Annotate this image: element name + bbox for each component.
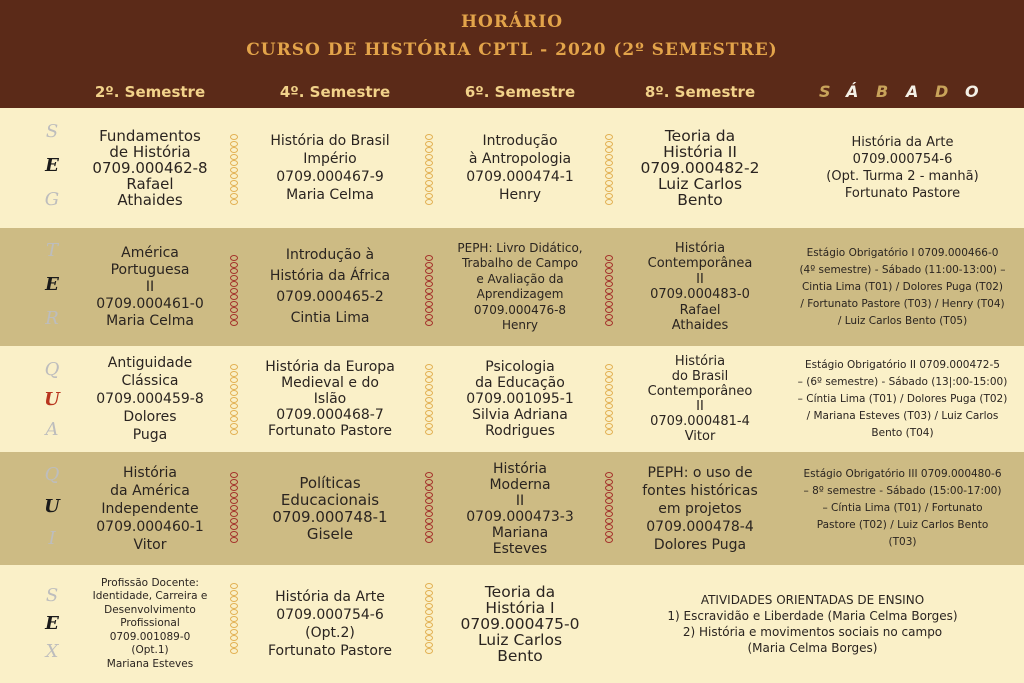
cell-line: 0709.000474-1 — [466, 169, 574, 185]
cell-line: Athaides — [117, 191, 183, 209]
cell-line: 0709.000475-0 — [460, 615, 580, 633]
class-cell — [620, 452, 780, 565]
cell-line: da América — [110, 482, 190, 499]
cell-line: Silvia Adriana — [472, 407, 568, 423]
activities-cell — [610, 565, 1015, 683]
column-header-2-semestre: 2º. Semestre — [94, 83, 206, 101]
cell-line: Moderna — [489, 476, 551, 493]
cell-line: História II — [663, 143, 737, 161]
day-label-segunda — [40, 108, 64, 228]
header — [0, 0, 1024, 108]
cell-line: Vitor — [133, 536, 167, 553]
class-cell — [790, 228, 1015, 346]
day-label-terca — [40, 228, 64, 346]
class-cell — [440, 346, 600, 452]
class-cell — [245, 565, 415, 683]
class-cell — [70, 452, 230, 565]
day-letter: Q — [44, 359, 60, 380]
cell-line: 0709.000482-2 — [640, 159, 760, 177]
cell-line: Mariana Esteves — [106, 657, 194, 670]
cell-line: Esteves — [492, 540, 548, 557]
cell-line: Athaides — [671, 318, 729, 333]
day-letter: T — [45, 240, 58, 261]
cell-line: Medieval e do — [281, 375, 379, 391]
day-label-sexta — [40, 565, 64, 683]
cell-line: Contemporâneo — [647, 384, 753, 399]
class-cell — [620, 228, 780, 346]
day-label-quarta — [40, 346, 64, 452]
cell-line: Profissional — [120, 617, 180, 630]
cell-line: (Opt.2) — [305, 625, 355, 641]
class-cell — [790, 108, 1015, 228]
cell-line: Estágio Obrigatório I 0709.000466-0 — [806, 246, 999, 259]
class-cell — [620, 346, 780, 452]
cell-line: (T03) — [888, 536, 917, 548]
chain-divider — [424, 134, 434, 206]
cell-line: 0709.000460-1 — [96, 518, 204, 535]
cell-line: História — [674, 354, 726, 369]
cell-line: (4º semestre) - Sábado (11:00-13:00) – — [799, 263, 1006, 276]
chain-divider — [604, 255, 614, 327]
sabado-letter: Á — [846, 82, 859, 101]
cell-line: Políticas — [299, 473, 361, 492]
cell-line: História da Arte — [275, 589, 385, 605]
cell-line: PEPH: o uso de — [647, 464, 753, 481]
cell-line: 0709.000468-7 — [276, 407, 384, 423]
cell-line: 0709.000748-1 — [272, 507, 388, 526]
sabado-letter: D — [935, 82, 949, 101]
cell-line: Henry — [501, 318, 539, 332]
cell-line: – (6º semestre) - Sábado (13|:00-15:00) — [797, 375, 1008, 388]
cell-line: 0709.000461-0 — [96, 295, 204, 312]
class-cell — [245, 452, 415, 565]
row-quinta — [0, 452, 1024, 565]
cell-line: Estágio Obrigatório II 0709.000472-5 — [805, 358, 1000, 371]
cell-line: História da África — [269, 268, 391, 284]
cell-line: 0709.001089-0 — [109, 630, 191, 643]
cell-line: Rodrigues — [485, 423, 555, 439]
page-subtitle: CURSO DE HISTÓRIA CPTL - 2020 (2º SEMESTRE) — [246, 40, 778, 60]
cell-line: Cintia Lima (T01) / Dolores Puga (T02) — [801, 280, 1004, 293]
cell-line: 0709.000467-9 — [276, 169, 384, 185]
sabado-letter: A — [906, 82, 919, 101]
class-cell — [440, 228, 600, 346]
cell-line: Pastore (T02) / Luiz Carlos Bento — [816, 519, 989, 531]
cell-line: Fortunato Pastore — [268, 643, 392, 659]
cell-line: Gisele — [306, 524, 354, 543]
day-letter: R — [45, 308, 59, 329]
class-cell — [245, 228, 415, 346]
row-segunda — [0, 108, 1024, 228]
cell-line: Luiz Carlos — [657, 175, 743, 193]
day-letter: U — [44, 389, 60, 410]
cell-line: / Mariana Esteves (T03) / Luiz Carlos — [806, 409, 999, 422]
cell-line: 0709.000462-8 — [92, 159, 208, 177]
cell-line: 0709.001095-1 — [466, 391, 574, 407]
class-cell — [440, 452, 600, 565]
cell-line: de História — [109, 143, 191, 161]
cell-line: 0709.000754-6 — [852, 152, 953, 167]
cell-line: Vitor — [684, 429, 716, 444]
cell-line: – Cíntia Lima (T01) / Fortunato — [822, 502, 983, 514]
cell-line: do Brasil — [671, 369, 729, 384]
row-terca — [0, 228, 1024, 346]
day-letter: E — [45, 274, 59, 295]
cell-line: Estágio Obrigatório III 0709.000480-6 — [803, 468, 1002, 480]
cell-line: História — [123, 464, 177, 481]
chain-divider — [604, 364, 614, 436]
class-cell — [70, 228, 230, 346]
cell-line: Trabalho de Campo — [461, 256, 579, 270]
day-letter: A — [45, 419, 59, 440]
cell-line: Islão — [313, 391, 347, 407]
cell-line: da Educação — [475, 375, 565, 391]
chain-divider — [424, 255, 434, 327]
cell-line: Maria Celma — [286, 187, 374, 203]
cell-line: 1) Escravidão e Liberdade (Maria Celma Borges) — [667, 609, 958, 623]
cell-line: / Fortunato Pastore (T03) / Henry (T04) — [800, 297, 1005, 310]
day-label-quinta — [40, 452, 64, 565]
cell-line: 0709.000478-4 — [646, 518, 754, 535]
class-cell — [440, 565, 600, 683]
class-cell — [790, 346, 1015, 452]
cell-line: História — [493, 460, 547, 477]
day-letter: G — [44, 189, 60, 210]
cell-line: Educacionais — [280, 490, 380, 509]
day-letter: Q — [44, 464, 60, 485]
column-header-8-semestre: 8º. Semestre — [644, 83, 756, 101]
day-letter: E — [45, 155, 59, 176]
cell-line: Identidade, Carreira e — [92, 590, 208, 603]
cell-line: (Maria Celma Borges) — [747, 641, 878, 655]
cell-line: Introdução — [482, 133, 558, 149]
class-cell — [245, 346, 415, 452]
cell-line: à Antropologia — [468, 151, 572, 167]
column-header-sabado — [815, 82, 985, 104]
cell-line: Independente — [101, 500, 199, 517]
chain-divider — [424, 583, 434, 655]
chain-divider — [229, 134, 239, 206]
page-title: HORÁRIO — [460, 12, 564, 32]
cell-line: fontes históricas — [642, 482, 758, 499]
column-header-6-semestre: 6º. Semestre — [464, 83, 576, 101]
cell-line: Henry — [498, 187, 542, 203]
cell-line: e Avaliação da — [476, 271, 564, 286]
chain-divider — [424, 364, 434, 436]
cell-line: 0709.000473-3 — [466, 508, 574, 525]
cell-line: II — [515, 492, 525, 509]
cell-line: Rafael — [126, 175, 174, 193]
cell-line: Profissão Docente: — [101, 576, 199, 589]
cell-line: / Luiz Carlos Bento (T05) — [837, 314, 968, 327]
cell-line: História da Europa — [265, 359, 395, 375]
cell-line: Luiz Carlos — [477, 631, 563, 649]
cell-line: 0709.000481-4 — [650, 414, 750, 429]
cell-line: Psicologia — [485, 359, 555, 375]
cell-line: Maria Celma — [106, 312, 194, 329]
column-header-4-semestre: 4º. Semestre — [279, 83, 391, 101]
class-cell — [790, 452, 1015, 565]
cell-line: História I — [485, 599, 555, 617]
cell-line: Dolores Puga — [653, 536, 747, 553]
sabado-letter: O — [965, 82, 979, 101]
day-letter: U — [44, 496, 60, 517]
cell-line: (Opt.1) — [131, 644, 169, 657]
cell-line: Rafael — [679, 302, 721, 318]
cell-line: Desenvolvimento — [104, 603, 196, 616]
cell-line: (Opt. Turma 2 - manhã) — [826, 169, 979, 184]
cell-line: Fortunato Pastore — [268, 423, 392, 439]
cell-line: 0709.000459-8 — [96, 391, 204, 407]
cell-line: Puga — [132, 427, 168, 443]
chain-divider — [424, 472, 434, 544]
sabado-letter: B — [876, 82, 889, 101]
cell-line: História da Arte — [851, 135, 954, 150]
chain-divider — [604, 472, 614, 544]
cell-line: Teoria da — [664, 127, 736, 145]
day-letter: S — [45, 585, 59, 606]
chain-divider — [229, 364, 239, 436]
chain-divider — [229, 255, 239, 327]
class-cell — [620, 108, 780, 228]
cell-line: Contemporânea — [647, 256, 753, 271]
cell-line: Mariana — [491, 524, 549, 541]
chain-divider — [229, 472, 239, 544]
cell-line: Clássica — [121, 373, 179, 389]
class-cell — [70, 108, 230, 228]
cell-line: – Cíntia Lima (T01) / Dolores Puga (T02) — [797, 392, 1008, 405]
cell-line: II — [696, 399, 704, 414]
cell-line: Império — [303, 151, 357, 167]
sabado-letter: S — [819, 82, 831, 101]
cell-line: História — [674, 240, 726, 256]
cell-line: Introdução à — [285, 247, 375, 263]
cell-line: Aprendizagem — [476, 287, 564, 301]
cell-line: Dolores — [123, 409, 177, 425]
chain-divider — [604, 134, 614, 206]
cell-line: Fortunato Pastore — [844, 186, 961, 201]
cell-line: em projetos — [658, 500, 742, 517]
cell-line: – 8º semestre - Sábado (15:00-17:00) — [803, 485, 1002, 497]
cell-line: Bento (T04) — [871, 426, 934, 439]
cell-line: II — [696, 271, 704, 287]
class-cell — [70, 565, 230, 683]
cell-line: 2) História e movimentos sociais no campo — [682, 625, 943, 639]
cell-line: História do Brasil — [270, 133, 390, 149]
chain-divider — [229, 583, 239, 655]
cell-line: 0709.000483-0 — [650, 287, 750, 302]
cell-line: PEPH: Livro Didático, — [457, 240, 583, 255]
day-letter: X — [45, 641, 59, 662]
cell-line: 0709.000465-2 — [276, 289, 384, 305]
row-quarta — [0, 346, 1024, 452]
cell-line: Teoria da — [484, 583, 556, 601]
cell-line: Bento — [497, 647, 543, 665]
cell-line: Cintia Lima — [290, 310, 370, 326]
class-cell — [440, 108, 600, 228]
class-cell — [70, 346, 230, 452]
cell-line: Portuguesa — [110, 261, 190, 278]
cell-line: 0709.000476-8 — [473, 302, 567, 317]
cell-line: Antiguidade — [107, 355, 193, 371]
cell-line: II — [145, 278, 155, 295]
day-letter: I — [48, 528, 56, 549]
class-cell — [245, 108, 415, 228]
row-sexta — [0, 565, 1024, 683]
cell-line: 0709.000754-6 — [276, 607, 384, 623]
day-letter: E — [45, 613, 59, 634]
cell-line: América — [121, 244, 179, 261]
cell-line: Fundamentos — [99, 127, 201, 145]
cell-line: Bento — [677, 191, 723, 209]
day-letter: S — [45, 121, 59, 142]
cell-line: ATIVIDADES ORIENTADAS DE ENSINO — [700, 593, 925, 607]
